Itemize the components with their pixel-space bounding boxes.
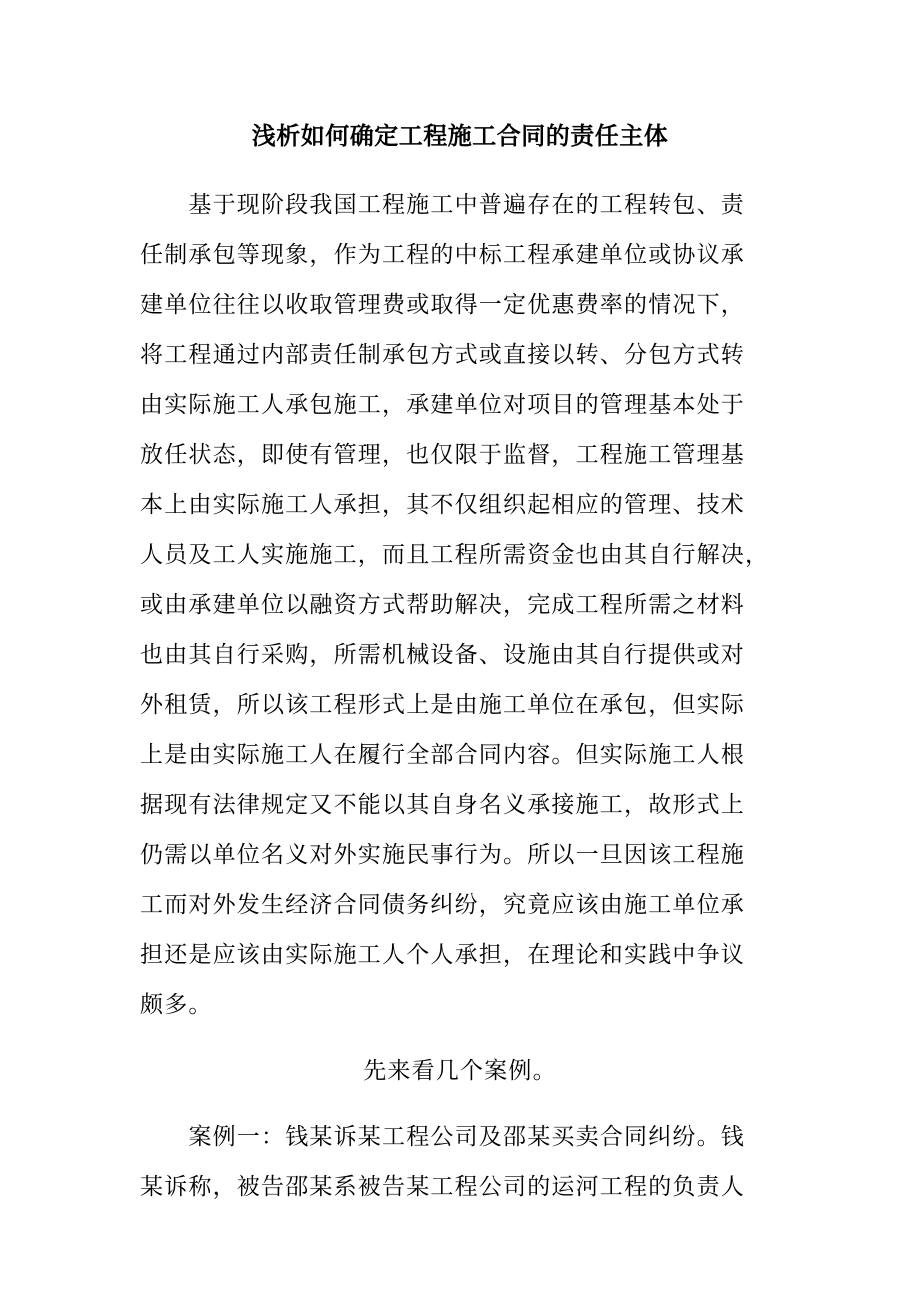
paragraph-line: 工而对外发生经济合同债务纠纷，究竟应该由施工单位承	[140, 892, 745, 918]
section-subheading: 先来看几个案例。	[363, 1058, 557, 1084]
paragraph-line: 本上由实际施工人承担，其不仅组织起相应的管理、技术	[140, 492, 745, 518]
paragraph-line: 或由承建单位以融资方式帮助解决，完成工程所需之材料	[140, 592, 745, 618]
paragraph-line: 外租赁，所以该工程形式上是由施工单位在承包，但实际	[140, 692, 745, 718]
document-title: 浅析如何确定工程施工合同的责任主体	[251, 121, 669, 150]
paragraph-line: 担还是应该由实际施工人个人承担，在理论和实践中争议	[140, 942, 745, 968]
paragraph-line: 上是由实际施工人在履行全部合同内容。但实际施工人根	[140, 742, 745, 768]
paragraph-line: 据现有法律规定又不能以其自身名义承接施工，故形式上	[140, 792, 745, 818]
paragraph-line: 颇多。	[140, 992, 213, 1018]
paragraph-line: 放任状态，即使有管理，也仅限于监督，工程施工管理基	[140, 442, 745, 468]
paragraph-line: 也由其自行采购，所需机械设备、设施由其自行提供或对	[140, 642, 745, 668]
paragraph-line: 建单位往往以收取管理费或取得一定优惠费率的情况下，	[140, 292, 745, 318]
paragraph-line: 仍需以单位名义对外实施民事行为。所以一旦因该工程施	[140, 842, 745, 868]
paragraph-line: 由实际施工人承包施工，承建单位对项目的管理基本处于	[140, 392, 745, 418]
paragraph-line: 人员及工人实施施工，而且工程所需资金也由其自行解决，	[140, 542, 770, 568]
paragraph-line: 将工程通过内部责任制承包方式或直接以转、分包方式转	[140, 342, 745, 368]
paragraph-line: 基于现阶段我国工程施工中普遍存在的工程转包、责	[140, 192, 745, 218]
paragraph-line: 某诉称，被告邵某系被告某工程公司的运河工程的负责人	[140, 1174, 745, 1200]
paragraph-line: 案例一：钱某诉某工程公司及邵某买卖合同纠纷。钱	[140, 1124, 745, 1150]
paragraph-line: 任制承包等现象，作为工程的中标工程承建单位或协议承	[140, 242, 745, 268]
